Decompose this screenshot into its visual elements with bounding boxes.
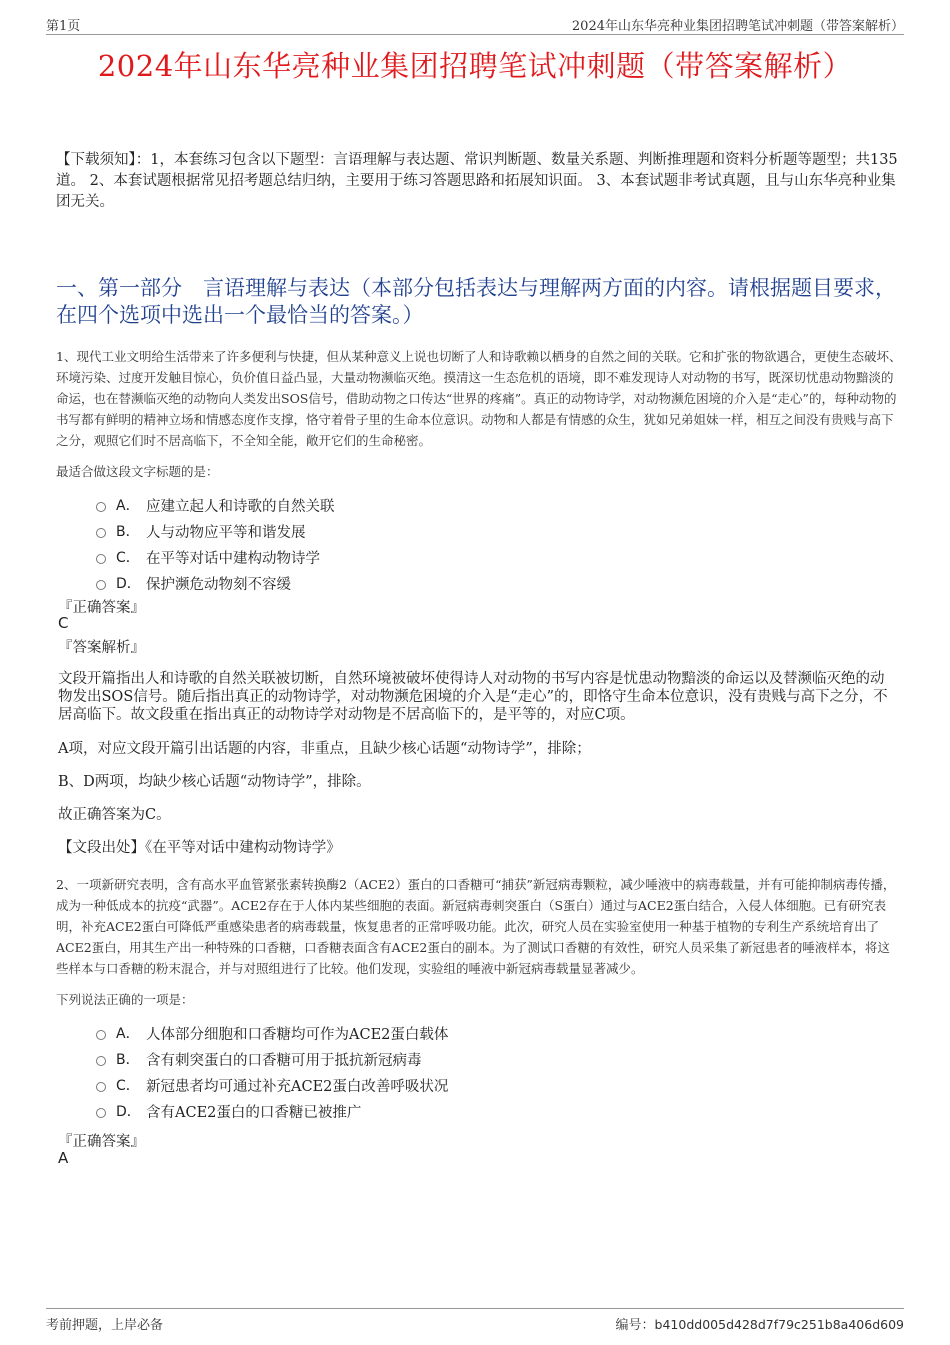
option-letter: A． xyxy=(116,498,140,514)
question-2-answer-tag: 『正确答案』 xyxy=(58,1134,145,1150)
question-2-option-d[interactable] xyxy=(96,1098,448,1124)
option-text: 应建立起人和诗歌的自然关联 xyxy=(146,498,335,515)
question-1-option-d[interactable] xyxy=(96,570,335,596)
question-1-answer: C xyxy=(58,614,69,632)
radio-icon[interactable] xyxy=(96,1082,106,1092)
option-letter: B． xyxy=(116,1052,140,1068)
radio-icon[interactable] xyxy=(96,528,106,538)
option-letter: A． xyxy=(116,1026,140,1042)
question-1-analysis-bd: B、D两项，均缺少核心话题“动物诗学”，排除。 xyxy=(58,774,371,790)
question-2-options xyxy=(96,1020,448,1124)
option-letter: C． xyxy=(116,1078,140,1094)
option-text: 含有ACE2蛋白的口香糖已被推广 xyxy=(146,1104,362,1121)
question-1-answer-tag: 『正确答案』 xyxy=(58,600,145,616)
question-1-option-c[interactable] xyxy=(96,544,335,570)
page-footer xyxy=(46,1308,904,1331)
radio-icon[interactable] xyxy=(96,1030,106,1040)
header-doc-title: 2024年山东华亮种业集团招聘笔试冲刺题（带答案解析） xyxy=(571,19,904,34)
question-1-options xyxy=(96,492,335,596)
question-1-text: 1、现代工业文明给生活带来了许多便利与快捷，但从某种意义上说也切断了人和诗歌赖以栖身的自然之间的关联。它和扩张的物欲遇合，更使生态破坏、环境污染、过度开发触目惊心，负价值日益凸显，大量动物濒临灭绝。摸清这一生态危机的语境，即不难发现诗人对动物的书写，既深切忧患动物黯淡的命运，也在替濒临灭绝的动物向人类发出SOS信号，借助动物之口传达“世界的疼痛”。真正的动物诗学，对动物濒危困境的介入是“走心”的，每种动物的书写都有鲜明的精神立场和情感态度作支撑，恪守着骨子里的生命本位意识。动物和人都是有情感的众生，犹如兄弟姐妹一样，相互之间没有贵贱与高下之分，观照它们时不居高临下，不全知全能，敞开它们的生命秘密。 xyxy=(56,349,902,448)
radio-icon[interactable] xyxy=(96,580,106,590)
footer-code-label: 编号： xyxy=(615,1318,655,1333)
question-2-text: 2、一项新研究表明，含有高水平血管紧张素转换酶2（ACE2）蛋白的口香糖可“捕获”新冠病毒颗粒，减少唾液中的病毒载量，并有可能抑制病毒传播，成为一种低成本的抗疫“武器”。ACE2存在于人体内某些细胞的表面。新冠病毒刺突蛋白（S蛋白）通过与ACE2蛋白结合，入侵人体细胞。已有研究表明，补充ACE2蛋白可降低严重感染患者的病毒载量，恢复患者的正常呼吸功能。此次，研究人员在实验室使用一种基于植物的专利生产系统培育出了ACE2蛋白，用其生产出一种特殊的口香糖，口香糖表面含有ACE2蛋白的副本。为了测试口香糖的有效性，研究人员采集了新冠患者的唾液样本，将这些样本与口香糖的粉末混合，并与对照组进行了比较。他们发现，实验组的唾液中新冠病毒载量显著减少。 xyxy=(56,877,896,976)
question-1-analysis-main: 文段开篇指出人和诗歌的自然关联被切断，自然环境被破坏使得诗人对动物的书写内容是忧患动物黯淡的命运以及替濒临灭绝的动物发出SOS信号。随后指出真正的动物诗学，对动物濒危困境的介入是“走心”的，即恪守生命本位意识，没有贵贱与高下之分，不居高临下。故文段重在指出真正的动物诗学对动物是不居高临下的，是平等的，对应C项。 xyxy=(58,671,888,723)
radio-icon[interactable] xyxy=(96,502,106,512)
option-letter: D． xyxy=(116,1104,141,1120)
page-number: 第1页 xyxy=(46,19,81,34)
option-letter: B． xyxy=(116,524,140,540)
document-title: 2024年山东华亮种业集团招聘笔试冲刺题（带答案解析） xyxy=(97,49,853,83)
option-text: 在平等对话中建构动物诗学 xyxy=(146,550,320,567)
question-1-source: 【文段出处】《在平等对话中建构动物诗学》 xyxy=(58,840,341,856)
radio-icon[interactable] xyxy=(96,1056,106,1066)
question-2-option-c[interactable] xyxy=(96,1072,448,1098)
option-letter: D． xyxy=(116,576,141,592)
question-2-prompt: 下列说法正确的一项是： xyxy=(56,992,194,1007)
radio-icon[interactable] xyxy=(96,1108,106,1118)
question-1-analysis-a: A项，对应文段开篇引出话题的内容，非重点，且缺少核心话题“动物诗学”，排除； xyxy=(58,741,591,757)
option-text: 人与动物应平等和谐发展 xyxy=(146,524,306,541)
page-header xyxy=(46,14,904,35)
option-text: 含有刺突蛋白的口香糖可用于抵抗新冠病毒 xyxy=(146,1052,422,1069)
question-2-option-a[interactable] xyxy=(96,1020,448,1046)
question-1-option-a[interactable] xyxy=(96,492,335,518)
option-text: 新冠患者均可通过补充ACE2蛋白改善呼吸状况 xyxy=(146,1078,449,1095)
footer-slogan: 考前押题，上岸必备 xyxy=(46,1318,164,1333)
download-notice: 【下载须知】：1，本套练习包含以下题型：言语理解与表达题、常识判断题、数量关系题、判断推理题和资料分析题等题型；共135道。 2、本套试题根据常见招考题总结归纳，主要用于练习答题思路和拓展知识面。 3、本套试题非考试真题，且与山东华亮种业集团无关。 xyxy=(56,152,898,210)
question-1-analysis-tag: 『答案解析』 xyxy=(58,640,145,656)
section-heading: 一、第一部分 言语理解与表达（本部分包括表达与理解两方面的内容。请根据题目要求，在四个选项中选出一个最恰当的答案。） xyxy=(56,276,896,327)
question-2-option-b[interactable] xyxy=(96,1046,448,1072)
footer-code: b410dd005d428d7f79c251b8a406d609 xyxy=(654,1317,904,1332)
option-letter: C． xyxy=(116,550,140,566)
option-text: 人体部分细胞和口香糖均可作为ACE2蛋白载体 xyxy=(146,1026,449,1043)
question-1-option-b[interactable] xyxy=(96,518,335,544)
question-2-answer: A xyxy=(58,1149,69,1167)
footer-code-block xyxy=(616,1314,904,1333)
option-text: 保护濒危动物刻不容缓 xyxy=(146,576,291,593)
radio-icon[interactable] xyxy=(96,554,106,564)
question-1-analysis-conclusion: 故正确答案为C。 xyxy=(58,807,171,823)
question-1-prompt: 最适合做这段文字标题的是： xyxy=(56,464,219,479)
